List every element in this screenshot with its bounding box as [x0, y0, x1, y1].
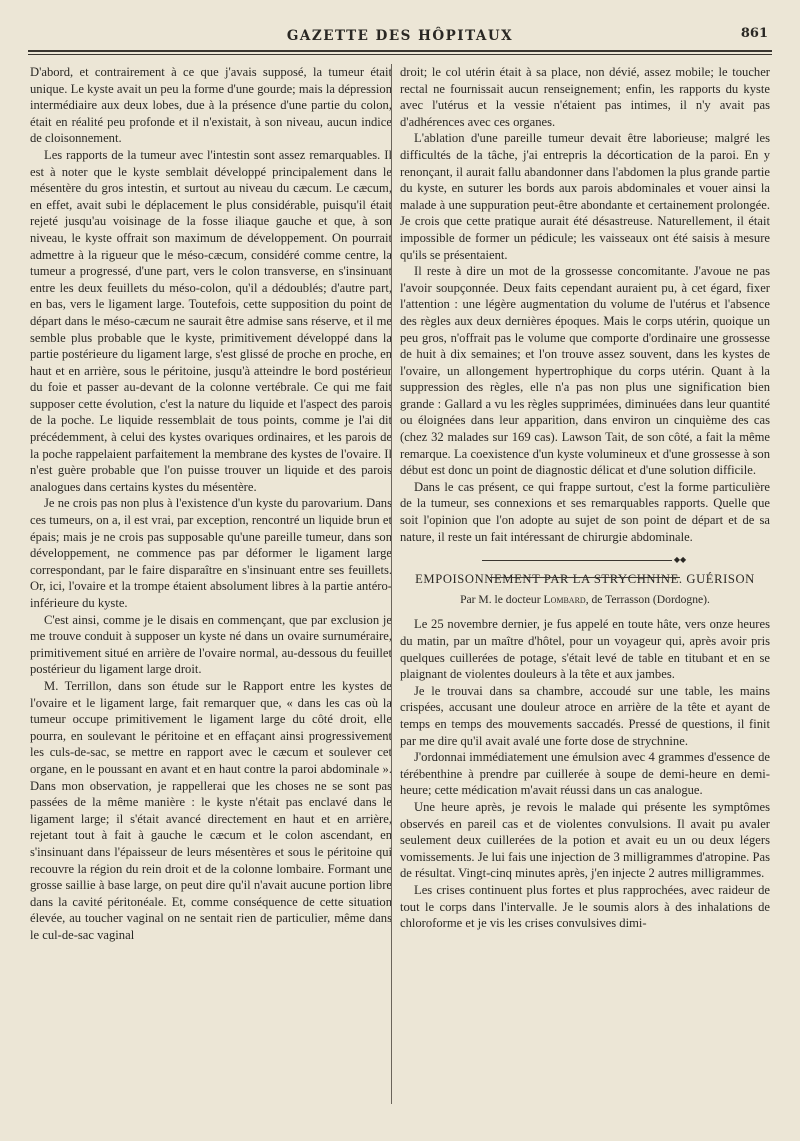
paragraph: droit; le col utérin était à sa place, non dévié, assez mobile; le toucher rectal ne fournissait aucun renseignement; enfin, les rapports du kyste avec l'utérus et la vessie n'étaient pas intimes, il n'y avait pas d'adhérences avec ces organes. — [400, 65, 770, 129]
paragraph: Le 25 novembre dernier, je fus appelé en toute hâte, vers onze heures du matin, par un maître d'hôtel, pour un voyageur qui, après avoir pris quelques cuillerées de potage, s'était levé de table en titubant et en se plaignant de violentes douleurs à la tête et aux jambes. — [400, 617, 770, 682]
paragraph: Il reste à dire un mot de la grossesse concomitante. J'avoue ne pas l'avoir soupçonnée. Deux faits cependant auraient pu, à cet égard, fixer l'attention : une légère augmentation du volume de l'utérus et l'absence des règles aux deux dernières époques. Mais le corps utérin, quoique un peu gros, n'offrait pas le volume que comporte d'ordinaire une grossesse de huit à dix semaines; et l'on trouve assez souvent, dans les kystes de l'ovaire, un allongement hypertrophique du corps utérin. Quant à la suppression des règles, elle n'a pas non plus une signification bien grande : Gallard a vu les règles supprimées, diminuées dans leur quantité ou éloignées dans leur apparition, dans environ un cinquième des cas (chez 32 malades sur 169 cas). Lawson Tait, de son côté, a fait la même remarque. La coexistence d'un kyste volumineux et d'une grossesse à son début est donc un point de diagnostic délicat et d'une solution difficile. — [400, 264, 770, 478]
paragraph: Les crises continuent plus fortes et plus rapprochées, avec raideur de tout le corps dans l'intervalle. Je le soumis alors à des inhalations de chloroforme et je vis les crises convulsives dimi- — [400, 882, 770, 931]
page-number: 861 — [740, 26, 768, 41]
paragraph: Une heure après, je revois le malade qui présente les symptômes observés en pareil cas et de violentes convulsions. Il avait pu avaler seulement deux cuillerées de la potion et avait eu un ou deux légers vomissements. Je lui fais une injection de 3 milligrammes d'atropine. Pas de résultat. Vingt-cinq minutes après, j'en injecte 2 autres milligrammes. — [400, 799, 770, 881]
right-column — [400, 64, 770, 932]
byline-suffix: , de Terrasson (Dordogne). — [585, 592, 710, 606]
header-rule — [28, 50, 772, 55]
byline-prefix: Par M. le docteur — [460, 592, 541, 606]
article-byline — [400, 592, 770, 609]
column-divider — [391, 64, 392, 1104]
paragraph: Dans le cas présent, ce qui frappe surtout, c'est la forme particulière de la tumeur, ses connexions et ses remarquables rapports. Quelle que soit l'opinion que l'on adopte au sujet de son point de départ et de sa nature, il reste un fait intéressant de chirurgie abdominale. — [400, 479, 770, 544]
paragraph: Les rapports de la tumeur avec l'intestin sont assez remarquables. Il est à noter que le kyste semblait développé principalement dans le mésentère du gros intestin, et surtout au niveau du cæcum. Le cæcum, en effet, avait subi le déplacement le plus considérable, puisqu'il était rejeté jusqu'au voisinage de la fosse iliaque gauche et que, à son niveau, le kyste offrait son maximum de développement. On pourrait admettre à la rigueur que le méso-cæcum, considéré comme centre, la tumeur a progressé, d'une part, vers le colon transverse, en s'insinuant entre les deux feuillets du méso-colon, qu'il a dédoublés; d'autre part, en bas, vers le ligament large. Toutefois, cette supposition du point de départ dans le méso-cæcum ne saurait être admise sans réserve, et il me semble plus probable que le kyste, primitivement développé dans la partie postérieure du ligament large, s'est glissé de proche en proche, en haut et en arrière, sous le péritoine, jusqu'à atteindre le bord postérieur du foie et passer au-devant de la colonne vertébrale. Ce qui me fait supposer cette évolution, c'est la nature du liquide et l'aspect des parois de la poche. Le liquide ressemblait de tous points, comme je l'ai dit précédemment, à celui des kystes ovariques ordinaires, et les parois de la poche rappelaient parfaitement la membrane des kystes de l'ovaire. Il n'est guère probable que l'on puisse trouver un liquide et des parois analogues dans certains kystes du mésentère. — [30, 147, 392, 494]
paragraph: D'abord, et contrairement à ce que j'avais supposé, la tumeur était unique. Le kyste avait un peu la forme d'une gourde; mais la dépression intermédiaire aux deux lobes, due à la présence d'une partie du colon, était en réalité peu profonde et il n'existait, à son niveau, aucun indice de cloisonnement. — [30, 65, 392, 146]
diamond-ornament-icon: ◆◆ — [673, 555, 687, 565]
author-name: Lombard — [543, 592, 586, 606]
left-column — [30, 64, 392, 943]
paragraph: M. Terrillon, dans son étude sur le Rapport entre les kystes de l'ovaire et le ligament large, fait remarquer que, « dans les cas où la tumeur occupe primitivement le ligament large du côté droit, elle pourra, en soulevant le péritoine et en effaçant ainsi progressivement les culs-de-sac, se mettre en rapport avec le cæcum et soulever cet organe, en le poussant en avant et en haut contre la paroi abdominale ». Dans mon observation, je rappellerai que les choses ne se sont pas passées de la même manière : le kyste n'était pas enclavé dans le ligament large; il s'était avancé directement en haut et en arrière, rejetant tout à fait à gauche le cæcum et le colon ascendant, en s'insinuant dans l'épaisseur de leurs mésentères et sous le péritoine qui recouvre la région du rein droit et de la colonne lombaire. Formant une grosse saillie à base large, on peut dire qu'il n'avait aucune portion libre dans la cavité péritonéale. Et, comme conséquence de cette situation élevée, au toucher vaginal on ne sentait rien de particulier, même dans le cul-de-sac vaginal — [30, 678, 392, 942]
paragraph: L'ablation d'une pareille tumeur devait être laborieuse; malgré les difficultés de la tâche, j'ai entrepris la décortication de la paroi. En y renonçant, il aurait fallu abandonner dans l'abdomen la plus grande partie du kyste, en suturer les bords aux parois abdominales et vouer ainsi la malade à une suppuration peut-être abondante et certainement prolongée. Je crois que cette pratique aurait été désastreuse. Naturellement, il était impossible de former un pédicule; les vaisseaux ont été saisis à mesure qu'ils se présentaient. — [400, 131, 770, 262]
section-separator — [400, 551, 770, 565]
paragraph: C'est ainsi, comme je le disais en commençant, que par exclusion je me trouve conduit à supposer un kyste né dans un ovaire surnuméraire, primitivement situé en arrière de l'ovaire normal, au-dessous du feuillet postérieur du ligament large droit. — [30, 612, 392, 677]
paragraph: Je ne crois pas non plus à l'existence d'un kyste du parovarium. Dans ces tumeurs, on a, il est vrai, par exception, rencontré un liquide brun et épais; mais je ne crois pas supposable qu'une pareille tumeur, dans son développement, ne commence pas par déformer le ligament large correspondant, par le faire disparaître en s'insinuant entre ses feuillets. Or, ici, l'ovaire et la trompe étaient absolument libres à la partie antéro-inférieure du kyste. — [30, 496, 392, 610]
paragraph: Je le trouvai dans sa chambre, accoudé sur une table, les mains crispées, accusant une douleur atroce en arrière de la tête et ayant de temps en temps des mouvements saccadés. Pressé de questions, il finit par me dire qu'il avait avalé une forte dose de strychnine. — [400, 683, 770, 748]
article-title: EMPOISONNEMENT PAR LA STRYCHNINE. GUÉRISON — [415, 572, 755, 587]
journal-title: GAZETTE DES HÔPITAUX — [286, 28, 514, 44]
paragraph: J'ordonnai immédiatement une émulsion avec 4 grammes d'essence de térébenthine à prendre par cuillerée à soupe de demi-heure en demi-heure; cette médication m'avait réussi dans un cas analogue. — [400, 750, 770, 798]
page-header — [28, 18, 772, 48]
